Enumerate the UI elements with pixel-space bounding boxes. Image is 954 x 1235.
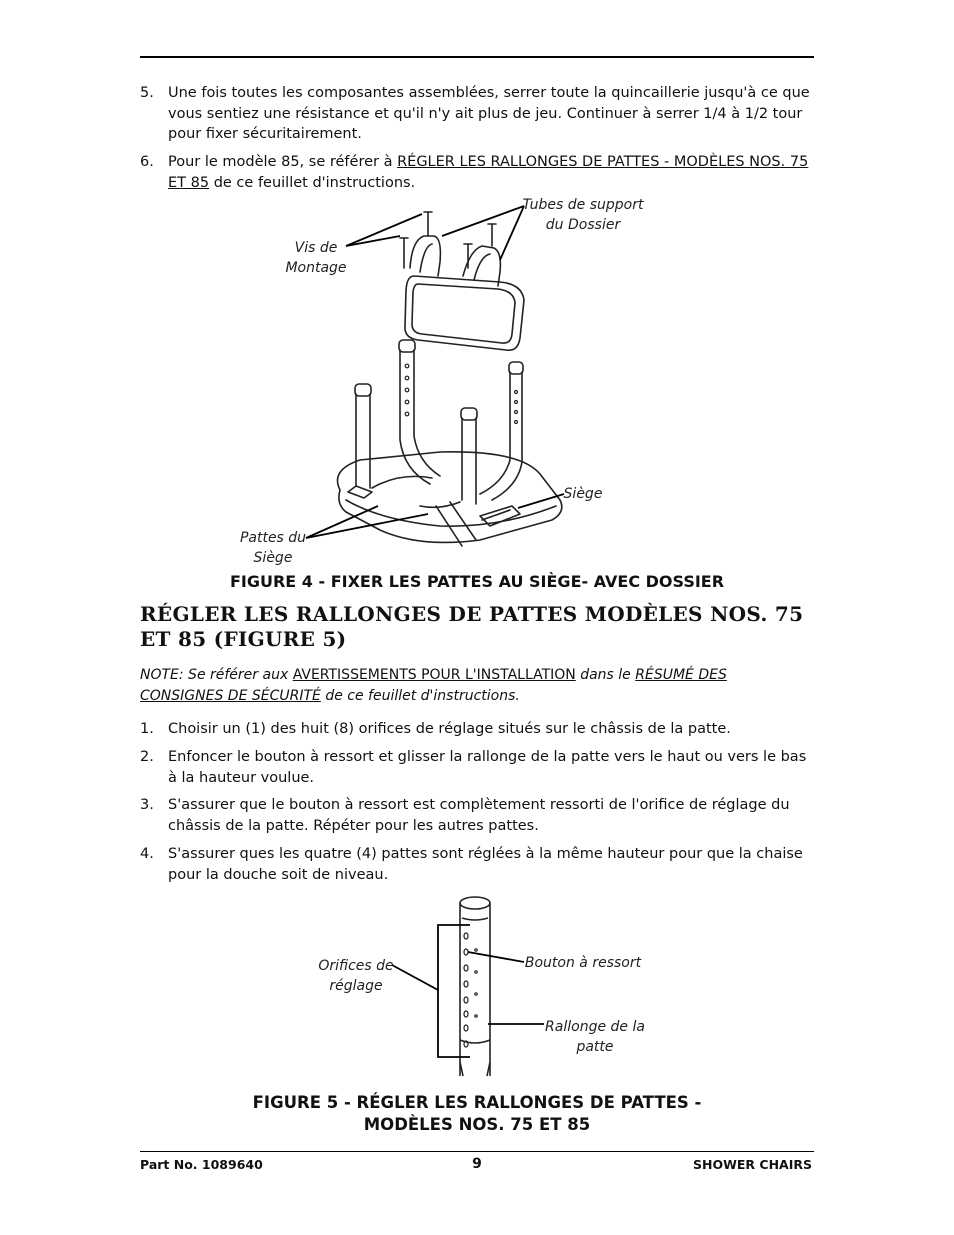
leg-front-right: [462, 418, 476, 504]
step-text: [168, 152, 814, 193]
adjust-step-1: [140, 719, 814, 740]
figure-4-caption: FIGURE 4 - FIXER LES PATTES AU SIÈGE- AVEC DOSSIER: [229, 572, 725, 591]
note-text-1: Se référer aux: [183, 667, 293, 683]
figure-5-caption-line-1: FIGURE 5 - RÉGLER LES RALLONGES DE PATTES -: [252, 1093, 702, 1112]
label-rallonge-de-la-patte: Rallonge de la patte: [545, 1019, 645, 1055]
orifices-bracket: [438, 925, 470, 1057]
step-number: 4.: [140, 846, 154, 862]
step-number: 5.: [140, 85, 154, 101]
footer-product-name: SHOWER CHAIRS: [693, 1157, 812, 1172]
leg-back-right: [480, 372, 522, 500]
adjust-step-3: [140, 795, 814, 836]
leg-tube-cap: [460, 897, 490, 909]
step-text: S'assurer que le bouton à ressort est complètement ressorti de l'orifice de réglage du châssis de la patte. Répéter pour les autres pattes.: [168, 797, 790, 834]
step-number: 3.: [140, 797, 154, 813]
figure-5-caption: [140, 1092, 814, 1136]
step-number: 2.: [140, 749, 154, 765]
step-text-pre: Pour le modèle 85, se référer à: [168, 154, 398, 170]
footer-part-number: Part No. 1089640: [140, 1157, 263, 1172]
step-6: [140, 152, 814, 193]
figure-5-caption-line-2: MODÈLES NOS. 75 ET 85: [363, 1115, 591, 1134]
header-rule: [140, 56, 814, 58]
step-text-post: de ce feuillet d'instructions.: [209, 174, 416, 191]
figure-4-illustration: [0, 190, 954, 590]
step-text: Choisir un (1) des huit (8) orifices de réglage situés sur le châssis de la patte.: [168, 721, 731, 737]
step-text: S'assurer ques les quatre (4) pattes sont réglées à la même hauteur pour que la chaise pour la douche soit de niveau.: [168, 846, 803, 883]
label-bouton-a-ressort: Bouton à ressort: [524, 955, 642, 971]
leg-front-left: [356, 394, 370, 488]
adjust-step-2: [140, 747, 814, 788]
label-orifices-de-reglage: Orifices de réglage: [318, 958, 394, 994]
step-text: Une fois toutes les composantes assemblées, serrer toute la quincaillerie jusqu'à ce que vous sentiez une résistance et qu'il n'y ait plus de jeu. Continuer à serrer 1/4 à 1/2 tour pour fixer sécuritairement.: [168, 85, 810, 142]
step-text: Enfoncer le bouton à ressort et glisser la rallonge de la patte vers le haut ou vers le bas à la hauteur voulue.: [168, 749, 807, 786]
label-tubes-de-support: Tubes de support du Dossier: [522, 197, 644, 233]
note-text-2: dans le: [575, 667, 636, 683]
label-pattes-du-siege: Pattes du Siège: [239, 530, 307, 566]
note-text-3: de ce feuillet d'instructions.: [320, 688, 520, 704]
back-support-tube-left: [410, 236, 440, 276]
label-vis-de-montage: Vis de Montage: [285, 240, 347, 276]
leg-tube: [460, 903, 490, 1076]
note-prefix: NOTE:: [140, 667, 184, 683]
footer-rule: [140, 1151, 814, 1152]
step-number: 1.: [140, 721, 154, 737]
step-number: 6.: [140, 154, 154, 170]
footer-page-number: 9: [472, 1156, 482, 1172]
label-siege: Siège: [563, 486, 603, 502]
leg-back-left: [400, 350, 440, 484]
cross-reference-link[interactable]: RÉGLER LES RALLONGES DE PATTES - MODÈLES NOS. 75 ET 85: [168, 154, 809, 191]
step-5: [140, 83, 814, 145]
seat-shell: [338, 452, 562, 543]
figure-5-illustration: [0, 885, 954, 1085]
adjust-step-4: [140, 844, 814, 885]
note-link-avertissements[interactable]: AVERTISSEMENTS POUR L'INSTALLATION: [292, 667, 576, 683]
note-link-resume[interactable]: RÉSUMÉ DES CONSIGNES DE SÉCURITÉ: [140, 667, 727, 704]
section-heading: RÉGLER LES RALLONGES DE PATTES MODÈLES NOS. 75 ET 85 (FIGURE 5): [140, 602, 804, 651]
safety-note: [140, 665, 814, 707]
